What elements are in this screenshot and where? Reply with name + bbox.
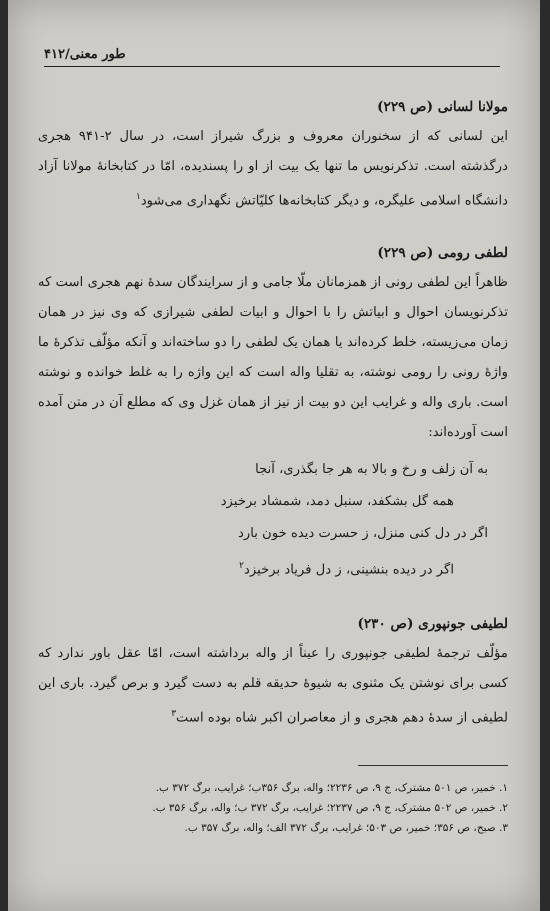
section-title: لطیفی جونپوری (ص ۲۳۰)	[357, 615, 508, 632]
header-rule	[44, 66, 500, 67]
running-title: طور معنی/۴۱۲	[44, 46, 126, 62]
footnote: ۱. خمیر، ص ۵۰۱ مشترک، ج ۹، ص ۲۲۳۶؛ واله، برگ ۳۵۶ب؛ غرایب، برگ ۳۷۲ ب.	[155, 782, 508, 794]
footnote-mark: ۳	[171, 708, 177, 719]
section-paragraph: مؤلّف ترجمهٔ لطیفی جونپوری را عیناً از واله برداشته است، امّا عقل باور ندارد که کسی برای نوشتن یک مثنوی به شیوهٔ حدیقه قلم به دست گیرد و برص گیرد. باری این لطیفی از سدهٔ دهم هجری و از معاصران اکبر شاه بوده است$^۳$	[38, 645, 508, 726]
footnote-mark: ۱	[135, 192, 141, 202]
section-latifi-jaunpuri	[38, 609, 508, 733]
footnote-mark: ۲	[239, 561, 244, 572]
section-lesani	[38, 92, 508, 216]
section-lotfi-rumi	[38, 238, 508, 586]
verse-line: به آن زلف و رخ و بالا به هر جا بگذری، آنجا	[255, 462, 488, 478]
footnote: ۳. صبح، ص ۳۵۶؛ خمیر، ص ۵۰۳؛ غرایب، برگ ۳۷۲ الف؛ واله، برگ ۳۵۷ ب.	[184, 822, 508, 834]
footnote-rule	[358, 765, 508, 766]
footnote: ۲. خمیر، ص ۵۰۲ مشترک، ج ۹، ص ۲۲۳۷؛ غرایب، برگ ۳۷۲ ب؛ واله، برگ ۳۵۶ ب.	[152, 802, 508, 814]
verse-line: همه گل بشکفد، سنبل دمد، شمشاد برخیزد	[220, 494, 454, 510]
page-body	[38, 92, 508, 733]
section-title: مولانا لسانی (ص ۲۲۹)	[377, 99, 508, 115]
book-page	[8, 0, 540, 911]
verse-line: اگر در دیده بنشینی، ز دل فریاد برخیزد$^۲$	[239, 561, 454, 578]
verse-line: اگر در دل کنی منزل، ز حسرت دیده خون بارد	[238, 526, 488, 542]
running-header	[44, 44, 500, 64]
verse-block	[38, 454, 508, 586]
section-title: لطفی رومی (ص ۲۲۹)	[377, 245, 508, 262]
section-paragraph: ظاهراً این لطفی رونی از همزمانان ملّا جامی و از سرایندگان سدهٔ نهم هجری است که تذکرنویسان احوال و ابیاتش را با احوال و ابیات لطفی شیرازی که وی نیز در همان زمان می‌زیسته، خلط کرده‌اند یا همان یک لطفی را دو ساخته‌اند و آنکه مؤلّف تذکرهٔ ما واژهٔ رونی را رومی نوشته، به تقلیا واله است که این واژه را به غلط خوانده و نوشته است. باری واله و غرایب این دو بیت از نیز از همان غزل وی که مطلع آن در متن آمده است آورده‌اند:	[38, 275, 508, 441]
section-paragraph: این لسانی که از سخنوران معروف و بزرگ شیراز است، در سال ۲-۹۴۱ هجری درگذشته است. تذکرنویس ما تنها یک بیت از او را پسندیده، امّا در کتابخانهٔ مولانا آزاد دانشگاه اسلامی علیگره، و دیگر کتابخانه‌ها کلیّاتش نگهداری می‌شود$^۱$	[38, 129, 508, 209]
footnotes	[38, 778, 508, 838]
